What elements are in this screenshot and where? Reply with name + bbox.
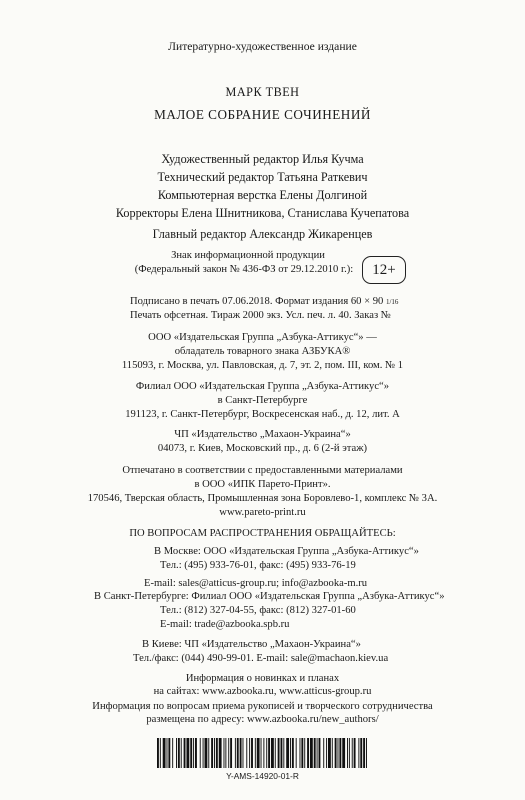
barcode-bar [167,738,168,768]
format-fraction: 1/16 [385,298,399,306]
barcode-bar [307,738,309,768]
barcode-bar [237,738,239,768]
barcode-bar [304,738,305,768]
barcode-bar [275,738,276,768]
barcode-bar [228,738,229,768]
info-sign-law: (Федеральный закон № 436-ФЗ от 29.12.2010 г.): [134,264,354,275]
barcode-bar [214,738,215,768]
barcode-bar [366,738,367,768]
barcode-caption: Y-AMS-14920-01-R [226,771,299,781]
printer-website: www.pareto-print.ru [219,507,306,518]
publisher-address: 04073, г. Киев, Московский пр., д. 6 (2-й этаж) [157,443,368,454]
barcode [155,738,370,770]
barcode-bar [257,738,260,768]
distribution-moscow: В Москве: ООО «Издательская Группа „Азбука-Аттикус“» [154,546,419,557]
barcode-bar [168,738,170,768]
publisher-line: в Санкт-Петербурге [217,395,308,406]
barcode-bar [178,738,180,768]
barcode-bar [200,738,201,768]
barcode-bar [261,738,262,768]
barcode-bar [266,738,267,768]
barcode-bar [160,738,161,768]
book-title: МАЛОЕ СОБРАНИЕ СОЧИНЕНИЙ [154,107,371,122]
manuscripts-info-url: размещена по адресу: www.azbooka.ru/new_authors/ [146,714,379,725]
barcode-bar [326,738,327,768]
barcode-bar [219,738,222,768]
barcode-bar [363,738,365,768]
barcode-bar [268,738,270,768]
barcode-bar [310,738,313,768]
barcode-bar [328,738,331,768]
publisher-address: 191123, г. Санкт-Петербург, Воскресенская наб., д. 12, лит. А [125,409,400,420]
barcode-bar [181,738,182,768]
barcode-bar [255,738,256,768]
distribution-moscow-phone: Тел.: (495) 933-76-01, факс: (495) 933-76-19 [160,560,356,571]
barcode-bar [208,738,209,768]
barcode-bar [243,738,244,768]
barcode-bar [225,738,226,768]
barcode-bar [195,738,197,768]
credit-line: Технический редактор Татьяна Раткевич [157,170,368,184]
barcode-bar [332,738,333,768]
barcode-bar [263,738,264,768]
news-info-line: Информация о новинках и планах [185,673,340,684]
barcode-bar [323,738,324,768]
credit-line: Компьютерная верстка Елены Долгиной [157,188,368,202]
barcode-bar [278,738,280,768]
print-info-line: Печать офсетная. Тираж 2000 экз. Усл. печ. л. 40. Заказ № [130,310,391,321]
credit-line: Главный редактор Александр Жикаренцев [152,227,373,241]
barcode-bar [317,738,318,768]
barcode-bar [358,738,359,768]
barcode-bar [281,738,283,768]
publisher-address: 115093, г. Москва, ул. Павловская, д. 7, эт. 2, пом. III, ком. № 1 [121,360,404,371]
barcode-bar [283,738,284,768]
barcode-bar [319,738,321,768]
barcode-bar [157,738,159,768]
barcode-bar [300,738,301,768]
barcode-bar [347,738,348,768]
barcode-bar [249,738,250,768]
printer-line: Отпечатано в соответствии с предоставленными материалами [122,465,403,476]
age-rating-badge: 12+ [362,256,406,284]
publisher-line: ООО «Издательская Группа „Азбука-Аттикус“» — [148,332,377,343]
distribution-moscow-email: E-mail: sales@atticus-group.ru; info@azbooka-m.ru [144,578,368,589]
barcode-bar [352,738,353,768]
printer-line: в ООО «ИПК Парето-Принт». [194,479,331,490]
barcode-bar [216,738,218,768]
distribution-kiev-contact: Тел./факс: (044) 490-99-01. E-mail: sale@machaon.kiev.ua [133,653,389,664]
publisher-line: обладатель товарного знака АЗБУКА® [174,346,351,357]
author-name: МАРК ТВЕН [225,85,300,99]
credit-line: Художественный редактор Илья Кучма [161,152,364,166]
print-info-text: Подписано в печать 07.06.2018. Формат издания 60 × 90 [130,296,384,307]
barcode-bar [224,738,225,768]
barcode-bar [354,738,356,768]
barcode-bar [176,738,177,768]
barcode-bar [240,738,242,768]
barcode-bar [172,738,173,768]
barcode-bar [186,738,189,768]
barcode-bar [314,738,316,768]
barcode-bar [193,738,194,768]
info-sign-label: Знак информационной продукции [171,250,325,261]
barcode-bar [349,738,350,768]
barcode-bar [292,738,294,768]
barcode-bar [246,738,247,768]
news-info-sites: на сайтах: www.azbooka.ru, www.atticus-group.ru [153,686,372,697]
print-info-line [130,297,398,308]
barcode-bar [235,738,236,768]
publisher-line: Филиал ООО «Издательская Группа „Азбука-Аттикус“» [135,381,390,392]
barcode-bar [190,738,192,768]
publisher-line: ЧП «Издательство „Махаон-Украина“» [174,429,351,440]
barcode-bar [342,738,345,768]
barcode-bar [203,738,204,768]
barcode-bar [335,738,337,768]
barcode-bar [290,738,291,768]
distribution-spb: В Санкт-Петербурге: Филиал ООО «Издательская Группа „Азбука-Аттикус“» [94,591,445,602]
barcode-bar [230,738,232,768]
barcode-bar [338,738,339,768]
distribution-kiev: В Киеве: ЧП «Издательство „Махаон-Украина“» [142,639,361,650]
barcode-bar [271,738,274,768]
barcode-bar [339,738,341,768]
printer-address: 170546, Тверская область, Промышленная зона Боровлево-1, комплекс № 3А. [87,493,438,504]
distribution-heading: ПО ВОПРОСАМ РАСПРОСТРАНЕНИЯ ОБРАЩАЙТЕСЬ: [129,528,396,539]
manuscripts-info-line: Информация по вопросам приема рукописей и творческого сотрудничества [92,701,433,712]
barcode-bar [205,738,208,768]
edition-type: Литературно-художественное издание [168,40,357,53]
barcode-bar [296,738,297,768]
barcode-bar [163,738,166,768]
barcode-bar [251,738,253,768]
barcode-bar [286,738,289,768]
distribution-spb-email: E-mail: trade@azbooka.spb.ru [160,619,290,630]
barcode-bar [184,738,186,768]
credit-line: Корректоры Елена Шнитникова, Станислава Кучепатова [115,206,410,220]
barcode-bar [301,738,303,768]
distribution-spb-phone: Тел.: (812) 327-04-55, факс: (812) 327-01-60 [160,605,356,616]
barcode-bar [211,738,213,768]
barcode-bar [360,738,362,768]
